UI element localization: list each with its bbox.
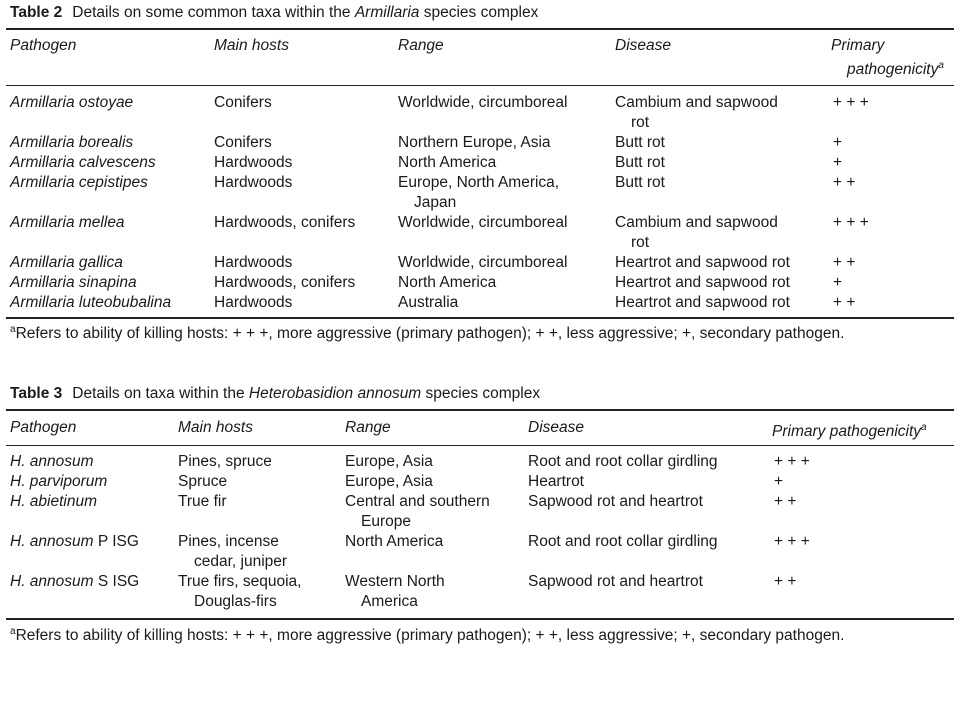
table-2-header-disease: Disease <box>615 37 671 54</box>
table-2-cell-range <box>398 293 458 313</box>
table-3-footnote <box>10 626 844 645</box>
table-2-cell-pathogenicity: + <box>833 274 843 291</box>
table-3-cell-range-line: America <box>361 593 418 610</box>
table-3-cell-pathogen-italic: H. annosum <box>10 453 94 470</box>
table-2-cell-pathogenicity: + + <box>833 174 856 191</box>
table-2-top-rule <box>6 28 954 30</box>
table-3-cell-hosts-line: True fir <box>178 493 227 510</box>
table-3-header-primary-sup: a <box>921 422 927 433</box>
table-2-cell-pathogenicity: + <box>833 154 843 171</box>
table-2-cell-disease <box>615 273 790 293</box>
table-2-cell-hosts <box>214 173 292 193</box>
table-3-header-disease: Disease <box>528 419 584 436</box>
table-3-cell-range <box>345 532 443 552</box>
table-2-cell-hosts <box>214 93 272 113</box>
table-3-header-pathogen: Pathogen <box>10 419 77 436</box>
table-3-header-range: Range <box>345 419 391 436</box>
table-3-footnote-text: Refers to ability of killing hosts: + + +, more aggressive (primary pathogen); + +, less aggressive; +, secondary pathogen. <box>15 627 845 644</box>
table-3-cell-range-line: Europe, Asia <box>345 453 433 470</box>
table-3-caption-pre: Details on taxa within the <box>72 385 249 402</box>
table-2-header-primary <box>831 36 944 80</box>
table-3-cell-pathogen <box>10 472 107 492</box>
table-3-header-rule <box>6 445 954 446</box>
table-3-cell-pathogenicity: + + <box>774 493 797 510</box>
table-2-cell-disease <box>615 93 778 133</box>
table-3-cell-hosts <box>178 472 227 492</box>
table-3-bottom-rule <box>6 618 954 620</box>
table-2-cell-disease-line: rot <box>631 234 650 251</box>
table-3-cell-disease <box>528 572 703 592</box>
table-2-cell-disease-line: Heartrot and sapwood rot <box>615 294 790 311</box>
table-2-cell-disease-line: Cambium and sapwood <box>615 214 778 231</box>
table-2-cell-pathogen: Armillaria borealis <box>10 134 134 151</box>
table-3-cell-hosts <box>178 492 227 512</box>
table-2-cell-pathogenicity: + + + <box>833 214 869 231</box>
table-3-cell-hosts <box>178 452 272 472</box>
table-2-cell-disease-line: Butt rot <box>615 134 665 151</box>
table-2-cell-range <box>398 273 496 293</box>
table-2-header-primary-line2 <box>831 56 944 80</box>
table-3-cell-disease-line: Root and root collar girdling <box>528 533 718 550</box>
table-3-cell-pathogen-italic: H. parviporum <box>10 473 108 490</box>
table-2-cell-hosts <box>214 273 355 293</box>
table-2-cell-pathogen: Armillaria luteobubalina <box>10 294 172 311</box>
table-2-cell-pathogenicity: + + <box>833 294 856 311</box>
table-3-caption <box>10 385 540 405</box>
table-2-cell-range-line: North America <box>398 154 497 171</box>
table-2-cell-range-line: Worldwide, circumboreal <box>398 254 568 271</box>
table-2-cell-range-line: Japan <box>414 194 457 211</box>
table-3-label: Table 3 <box>10 385 63 402</box>
table-2-cell-disease-line: Heartrot and sapwood rot <box>615 274 790 291</box>
table-2-label: Table 2 <box>10 4 63 21</box>
table-3-cell-pathogen-italic: H. annosum <box>10 573 94 590</box>
table-2-header-pathogen: Pathogen <box>10 37 77 54</box>
table-3-cell-disease-line: Root and root collar girdling <box>528 453 718 470</box>
table-2-cell-hosts-line: Conifers <box>214 94 272 111</box>
table-2-cell-disease-line: Cambium and sapwood <box>615 94 778 111</box>
table-2-cell-disease <box>615 133 665 153</box>
table-2-caption-pre: Details on some common taxa within the <box>72 4 355 21</box>
table-3-caption-post: species complex <box>421 385 541 402</box>
table-3-cell-pathogen <box>10 532 139 552</box>
table-3-header-hosts: Main hosts <box>178 419 253 436</box>
table-2-cell-range <box>398 213 567 233</box>
table-2-cell-disease-line: Butt rot <box>615 174 665 191</box>
table-3-cell-hosts-line: True firs, sequoia, <box>178 573 302 590</box>
table-3-caption-italic: Heterobasidion annosum <box>248 385 422 402</box>
table-2-cell-range <box>398 153 496 173</box>
table-3-cell-hosts-line: Pines, spruce <box>178 453 272 470</box>
table-2-cell-hosts-line: Hardwoods, conifers <box>214 214 356 231</box>
table-3-header-primary-text: Primary pathogenicity <box>772 423 922 440</box>
table-3-cell-range <box>345 572 445 612</box>
table-2-cell-pathogen: Armillaria sinapina <box>10 274 137 291</box>
table-2-caption-italic: Armillaria <box>354 4 420 21</box>
table-2-footnote-sup: a <box>10 324 16 335</box>
table-3-cell-pathogenicity: + + + <box>774 453 810 470</box>
table-3-cell-disease-line: Heartrot <box>528 473 584 490</box>
table-2-header-primary-line1: Primary <box>831 37 885 54</box>
table-2-header-range: Range <box>398 37 444 54</box>
table-2-cell-range-line: Northern Europe, Asia <box>398 134 551 151</box>
table-3-cell-hosts <box>178 532 287 572</box>
table-2-cell-hosts-line: Hardwoods <box>214 294 293 311</box>
table-3-cell-hosts-line: Douglas-firs <box>194 593 277 610</box>
table-2-header-primary-sup: a <box>938 60 944 71</box>
table-2-cell-hosts <box>214 153 292 173</box>
table-3-cell-range <box>345 452 433 472</box>
table-2-cell-pathogen: Armillaria mellea <box>10 214 125 231</box>
table-3-header-primary <box>772 418 927 442</box>
table-3-cell-pathogen-suffix: S ISG <box>93 573 140 590</box>
table-2-cell-pathogenicity: + <box>833 134 843 151</box>
table-3-cell-range <box>345 492 490 532</box>
table-2-cell-pathogenicity: + + <box>833 254 856 271</box>
table-2-cell-range-line: North America <box>398 274 497 291</box>
table-2-cell-pathogen: Armillaria cepistipes <box>10 174 148 191</box>
table-3-cell-hosts <box>178 572 301 612</box>
table-2-footnote <box>10 324 844 343</box>
table-2-cell-pathogenicity: + + + <box>833 94 869 111</box>
table-2-cell-disease <box>615 153 665 173</box>
table-3-cell-disease <box>528 532 718 552</box>
table-3-cell-pathogen <box>10 492 97 512</box>
table-3-cell-hosts-line: cedar, juniper <box>194 553 288 570</box>
table-2-cell-hosts-line: Conifers <box>214 134 272 151</box>
table-3-cell-disease-line: Sapwood rot and heartrot <box>528 493 703 510</box>
table-3-cell-pathogenicity: + + <box>774 573 797 590</box>
table-3-cell-range <box>345 472 433 492</box>
table-2-caption <box>10 4 538 24</box>
table-3-cell-pathogenicity: + + + <box>774 533 810 550</box>
table-3-cell-pathogen <box>10 572 139 592</box>
table-2-cell-disease <box>615 173 665 193</box>
table-2-cell-hosts-line: Hardwoods, conifers <box>214 274 356 291</box>
table-2-bottom-rule <box>6 317 954 319</box>
table-3-top-rule <box>6 409 954 411</box>
table-2-cell-range-line: Europe, North America, <box>398 174 560 191</box>
table-3-cell-disease <box>528 452 718 472</box>
table-3-cell-range-line: North America <box>345 533 444 550</box>
table-2-cell-disease-line: rot <box>631 114 650 131</box>
table-2-cell-hosts <box>214 253 292 273</box>
table-2-cell-hosts <box>214 133 272 153</box>
table-2-footnote-text: Refers to ability of killing hosts: + + +, more aggressive (primary pathogen); + +, less aggressive; +, secondary pathogen. <box>15 325 845 342</box>
table-2-header-primary-text: pathogenicity <box>847 61 939 78</box>
table-2-cell-disease-line: Heartrot and sapwood rot <box>615 254 790 271</box>
table-2-cell-range <box>398 93 567 113</box>
table-3-cell-hosts-line: Pines, incense <box>178 533 279 550</box>
table-2-cell-range <box>398 133 551 153</box>
table-3-cell-disease <box>528 492 703 512</box>
table-2-header-rule <box>6 85 954 86</box>
table-3-cell-range-line: Europe <box>361 513 411 530</box>
table-2-cell-disease <box>615 213 778 253</box>
table-2-cell-hosts-line: Hardwoods <box>214 254 293 271</box>
table-2-cell-pathogen: Armillaria gallica <box>10 254 123 271</box>
table-2-header-hosts: Main hosts <box>214 37 289 54</box>
table-3-cell-range-line: Western North <box>345 573 445 590</box>
table-2-cell-hosts <box>214 213 355 233</box>
table-3-cell-pathogen-italic: H. annosum <box>10 533 94 550</box>
table-2-cell-disease <box>615 253 790 273</box>
table-3-cell-pathogenicity: + <box>774 473 784 490</box>
table-2-cell-range-line: Worldwide, circumboreal <box>398 94 568 111</box>
table-2-cell-range <box>398 173 559 213</box>
table-2-cell-pathogen: Armillaria calvescens <box>10 154 156 171</box>
table-2-caption-post: species complex <box>419 4 539 21</box>
table-2-cell-disease <box>615 293 790 313</box>
table-3-cell-disease-line: Sapwood rot and heartrot <box>528 573 703 590</box>
table-3-cell-pathogen <box>10 452 94 472</box>
table-3-footnote-sup: a <box>10 626 16 637</box>
table-2-cell-hosts-line: Hardwoods <box>214 174 293 191</box>
table-3-cell-disease <box>528 472 584 492</box>
table-3-cell-pathogen-italic: H. abietinum <box>10 493 98 510</box>
table-3-cell-range-line: Central and southern <box>345 493 490 510</box>
table-3-cell-range-line: Europe, Asia <box>345 473 433 490</box>
table-2-cell-disease-line: Butt rot <box>615 154 665 171</box>
table-2-cell-hosts <box>214 293 292 313</box>
table-2-cell-range-line: Worldwide, circumboreal <box>398 214 568 231</box>
table-2-cell-pathogen: Armillaria ostoyae <box>10 94 134 111</box>
table-2-cell-range <box>398 253 567 273</box>
table-3-cell-pathogen-suffix: P ISG <box>93 533 139 550</box>
table-2-cell-range-line: Australia <box>398 294 459 311</box>
table-2-cell-hosts-line: Hardwoods <box>214 154 293 171</box>
table-3-cell-hosts-line: Spruce <box>178 473 228 490</box>
